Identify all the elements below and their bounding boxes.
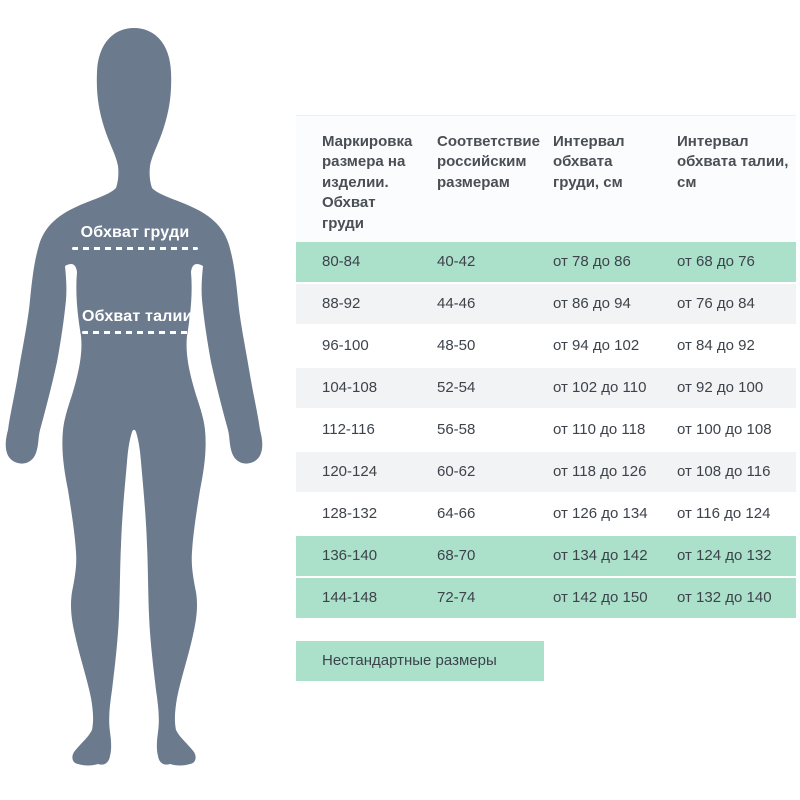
silhouette-path [6,28,263,766]
cell-russian: 56-58 [437,421,476,438]
cell-chest: от 134 до 142 [553,547,648,564]
chest-measure [72,224,198,250]
table-row [296,536,796,576]
chest-dashed-line [72,247,198,250]
waist-measure-label: Обхват талии [82,308,193,325]
size-table-header [296,115,796,242]
cell-russian: 48-50 [437,337,476,354]
cell-marking: 96-100 [322,337,369,354]
cell-chest: от 110 до 118 [553,421,646,438]
cell-marking: 88-92 [322,295,361,312]
cell-russian: 44-46 [437,295,476,312]
cell-marking: 120-124 [322,463,378,480]
male-silhouette [0,0,300,800]
cell-waist: от 116 до 124 [677,505,771,522]
table-row [296,242,796,282]
table-row [296,494,796,534]
cell-chest: от 86 до 94 [553,295,631,312]
cell-russian: 64-66 [437,505,476,522]
cell-chest: от 142 до 150 [553,589,648,606]
waist-measure [82,308,193,334]
cell-marking: 104-108 [322,379,378,396]
cell-russian: 52-54 [437,379,476,396]
cell-waist: от 100 до 108 [677,421,772,438]
table-row [296,578,796,618]
table-row [296,284,796,324]
cell-chest: от 126 до 134 [553,505,648,522]
cell-waist: от 76 до 84 [677,295,755,312]
cell-marking: 128-132 [322,505,378,522]
cell-waist: от 84 до 92 [677,337,755,354]
cell-russian: 68-70 [437,547,476,564]
col-header-chest: Интервал обхвата груди, см [553,133,625,191]
cell-chest: от 102 до 110 [553,379,647,396]
table-row [296,368,796,408]
cell-waist: от 68 до 76 [677,253,755,270]
cell-chest: от 94 до 102 [553,337,640,354]
cell-marking: 136-140 [322,547,378,564]
table-row [296,410,796,450]
cell-waist: от 108 до 116 [677,463,771,480]
nonstandard-sizes-button[interactable]: Нестандартные размеры [296,641,544,681]
col-header-waist: Интервал обхвата талии, см [677,133,789,191]
cell-waist: от 124 до 132 [677,547,772,564]
size-table [296,115,796,620]
cell-marking: 144-148 [322,589,378,606]
cell-marking: 112-116 [322,421,375,438]
cell-waist: от 92 до 100 [677,379,764,396]
waist-dashed-line [82,331,188,334]
cell-chest: от 78 до 86 [553,253,631,270]
cell-waist: от 132 до 140 [677,589,772,606]
table-row [296,452,796,492]
cell-russian: 60-62 [437,463,476,480]
chest-measure-label: Обхват груди [80,224,190,241]
cell-russian: 40-42 [437,253,476,270]
col-header-russian: Соответствие российским размерам [437,133,540,191]
col-header-marking: Маркировка размера на изделии. Обхват груди [322,133,413,232]
cell-marking: 80-84 [322,253,361,270]
table-row [296,326,796,366]
cell-chest: от 118 до 126 [553,463,647,480]
cell-russian: 72-74 [437,589,476,606]
